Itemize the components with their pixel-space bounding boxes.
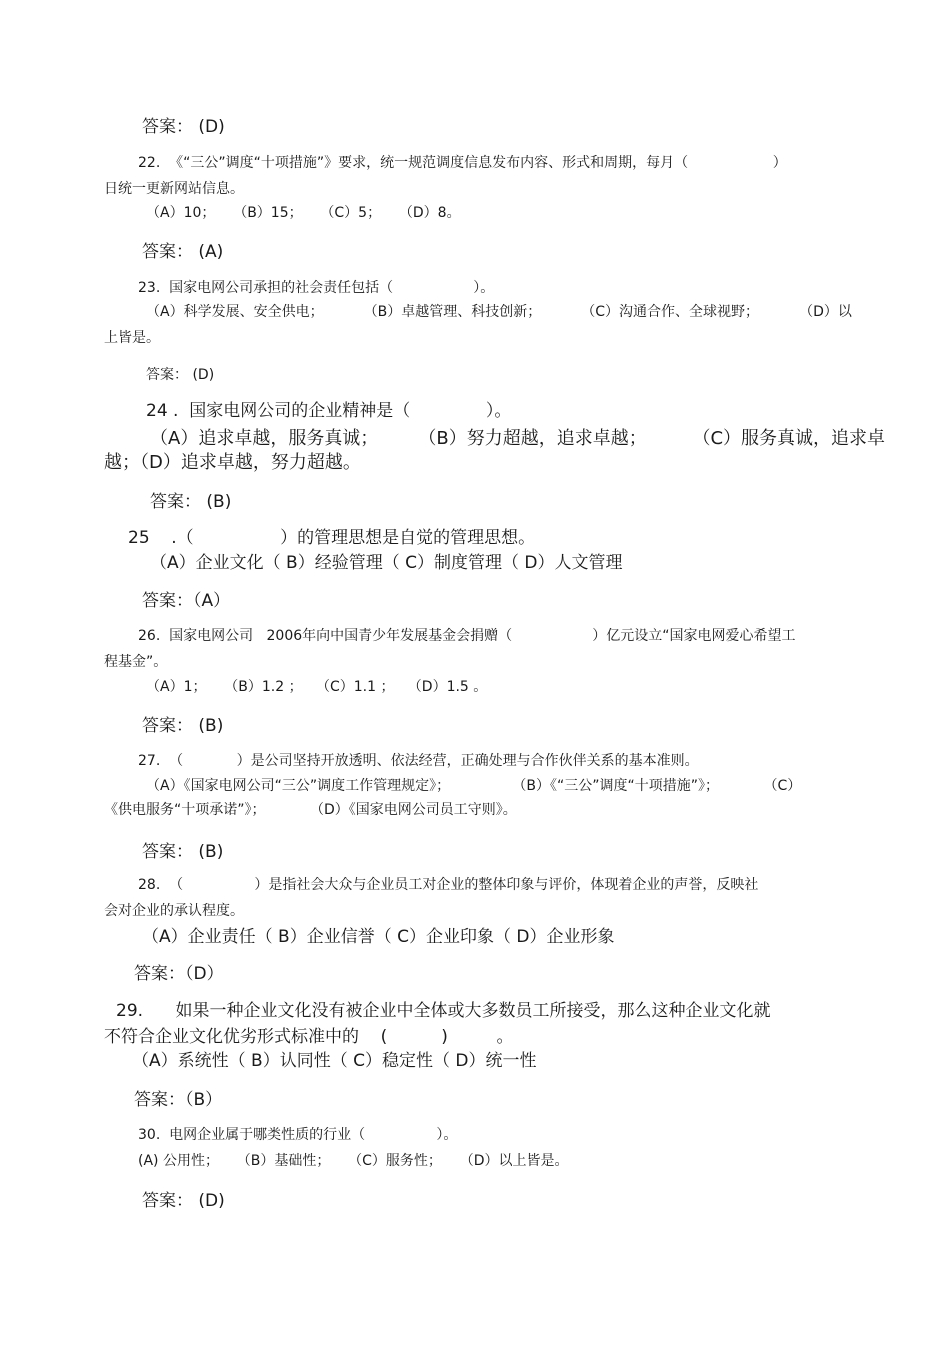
question-30-stem: 30. 电网企业属于哪类性质的行业（ ）。 (138, 1127, 458, 1143)
answer-25: 答案：（A） (142, 591, 231, 611)
answer-27: 答案： (B) (142, 842, 224, 862)
answer-21: 答案： (D) (142, 117, 225, 137)
question-24-options-cont: 越；（D）追求卓越，努力超越。 (104, 452, 361, 473)
question-26-options: （A）1； （B）1.2 ； （C）1.1 ； （D）1.5 。 (146, 679, 488, 695)
question-27-options-cont: 《供电服务“十项承诺”》； （D）《国家电网公司员工守则》。 (104, 802, 517, 818)
question-28-stem-cont: 会对企业的承认程度。 (104, 903, 244, 919)
question-25-options: （A）企业文化（ B）经验管理（ C）制度管理（ D）人文管理 (150, 553, 623, 573)
question-23-options: （A）科学发展、安全供电； （B）卓越管理、科技创新； （C）沟通合作、全球视野； （D）以 (146, 304, 852, 320)
question-22-stem: 22. 《“三公”调度“十项措施”》要求，统一规范调度信息发布内容、形式和周期，每月（ ） (138, 155, 787, 171)
question-22-stem-cont: 日统一更新网站信息。 (104, 181, 244, 197)
question-23-stem: 23. 国家电网公司承担的社会责任包括（ ）。 (138, 280, 495, 296)
question-29-stem: 29. 如果一种企业文化没有被企业中全体或大多数员工所接受，那么这种企业文化就 (116, 1001, 771, 1021)
question-26-stem: 26. 国家电网公司 2006年向中国青少年发展基金会捐赠（ ）亿元设立“国家电网爱心希望工 (138, 628, 796, 644)
question-28-options: （A）企业责任（ B）企业信誉（ C）企业印象（ D）企业形象 (142, 927, 615, 947)
question-29-stem-cont: 不符合企业文化优劣形式标准中的 ( ) 。 (104, 1027, 514, 1047)
answer-30: 答案： (D) (142, 1191, 225, 1211)
question-27-stem: 27. （ ）是公司坚持开放透明、依法经营，正确处理与合作伙伴关系的基本准则。 (138, 753, 699, 769)
question-25-stem: 25 .（ ）的管理思想是自觉的管理思想。 (128, 528, 536, 548)
answer-28: 答案：（D） (134, 964, 224, 984)
answer-26: 答案： (B) (142, 716, 224, 736)
question-24-options: （A）追求卓越，服务真诚； （B）努力超越，追求卓越； （C）服务真诚，追求卓 (150, 428, 886, 449)
question-23-options-cont: 上皆是。 (104, 330, 160, 346)
answer-29: 答案：（B） (134, 1090, 223, 1110)
answer-23: 答案： (D) (146, 367, 215, 383)
answer-22: 答案： (A) (142, 242, 224, 262)
question-30-options: (A) 公用性； （B）基础性； （C）服务性； （D）以上皆是。 (138, 1153, 569, 1169)
question-29-options: （A）系统性（ B）认同性（ C）稳定性（ D）统一性 (132, 1051, 537, 1071)
question-26-stem-cont: 程基金”。 (104, 654, 168, 670)
question-24-stem: 24 . 国家电网公司的企业精神是（ ）。 (146, 401, 512, 421)
question-28-stem: 28. （ ）是指社会大众与企业员工对企业的整体印象与评价，体现着企业的声誉，反映社 (138, 877, 759, 893)
answer-24: 答案： (B) (150, 492, 232, 512)
question-22-options: （A）10； （B）15； （C）5； （D）8。 (146, 205, 461, 221)
question-27-options: （A）《国家电网公司“三公”调度工作管理规定》； （B）《“三公”调度“十项措施”》； （C） (146, 778, 802, 794)
